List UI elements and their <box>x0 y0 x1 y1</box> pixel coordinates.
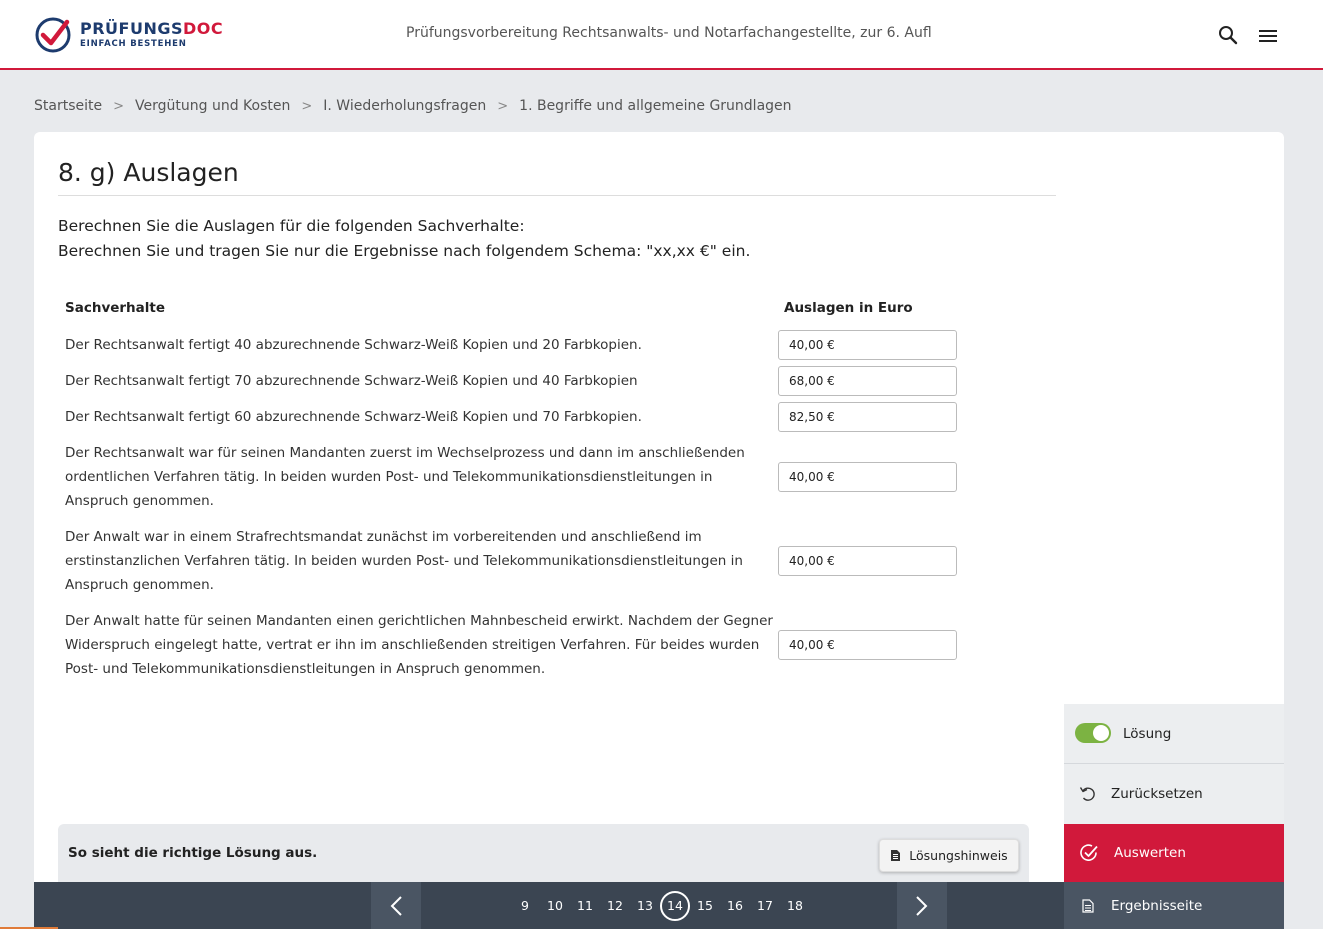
amount-input[interactable] <box>778 630 957 660</box>
chevron-right-icon: > <box>497 98 509 114</box>
reset-label: Zurücksetzen <box>1111 786 1203 802</box>
page-number-list <box>510 882 810 929</box>
page-number[interactable]: 17 <box>757 898 773 913</box>
results-page-label: Ergebnisseite <box>1111 897 1203 914</box>
amount-input[interactable] <box>778 546 957 576</box>
solution-hint-button[interactable] <box>879 839 1019 872</box>
evaluate-button[interactable] <box>1064 824 1284 882</box>
amount-input[interactable] <box>778 330 957 360</box>
amount-input[interactable] <box>778 402 957 432</box>
page-number[interactable]: 11 <box>577 898 593 913</box>
logo-wordmark: PRÜFUNGSDOC <box>80 19 224 39</box>
app-header <box>0 0 1323 70</box>
page-number[interactable]: 13 <box>637 898 653 913</box>
fact-text: Der Rechtsanwalt fertigt 60 abzurechnende Schwarz-Weiß Kopien und 70 Farbkopien. <box>65 409 642 425</box>
amount-input[interactable] <box>778 366 957 396</box>
solution-toggle[interactable] <box>1075 723 1111 743</box>
column-header-amount: Auslagen in Euro <box>784 300 913 316</box>
solution-text: So sieht die richtige Lösung aus. <box>68 845 318 861</box>
chevron-right-icon <box>915 895 929 917</box>
fact-text: Der Rechtsanwalt fertigt 70 abzurechnende Schwarz-Weiß Kopien und 40 Farbkopien <box>65 373 638 389</box>
fact-text: Der Rechtsanwalt war für seinen Mandanten zuerst im Wechselprozess und dann im anschließenden ordentlichen Verfahren tätig. In beiden wurden Post- und Telekommunikationsdienstleitungen in Anspruch genommen. <box>65 445 745 509</box>
amount-input[interactable] <box>778 462 957 492</box>
solution-toggle-row[interactable] <box>1064 704 1284 764</box>
logo-tagline: EINFACH BESTEHEN <box>80 39 187 50</box>
page-number-current[interactable]: 14 <box>660 891 690 921</box>
page-number[interactable]: 18 <box>787 898 803 913</box>
next-button[interactable] <box>897 882 947 929</box>
undo-icon <box>1079 785 1097 803</box>
logo-check-icon <box>34 16 72 54</box>
page-number[interactable]: 16 <box>727 898 743 913</box>
question-pager <box>34 882 1064 929</box>
page-title: Prüfungsvorbereitung Rechtsanwalts- und Notarfachangestellte, zur 6. Aufl <box>406 25 932 41</box>
solution-toggle-label: Lösung <box>1123 725 1172 742</box>
page-number[interactable]: 9 <box>521 898 529 913</box>
document-icon <box>890 849 901 862</box>
page-number[interactable]: 12 <box>607 898 623 913</box>
task-title: 8. g) Auslagen <box>58 158 239 187</box>
title-divider <box>58 195 1056 196</box>
task-instruction: Berechnen Sie die Auslagen für die folgenden Sachverhalte: Berechnen Sie und tragen Sie nur die Ergebnisse nach folgendem Schema: "xx,xx €" ein. <box>58 217 751 260</box>
logo[interactable] <box>34 16 223 54</box>
solution-hint-label: Lösungshinweis <box>909 848 1008 863</box>
breadcrumb-item-topic[interactable]: 1. Begriffe und allgemeine Grundlagen <box>519 98 792 114</box>
search-icon[interactable] <box>1217 24 1239 46</box>
breadcrumb-item-chapter[interactable]: Vergütung und Kosten <box>135 98 291 114</box>
fact-text: Der Anwalt war in einem Strafrechtsmandat zunächst im vorbereitenden und anschließend im erstinstanzlichen Verfahren tätig. In beiden wurden Post- und Telekommunikationsdienstleitungen in Anspruch genommen. <box>65 529 743 593</box>
chevron-right-icon: > <box>113 98 125 114</box>
document-icon <box>1082 899 1094 913</box>
evaluate-label: Auswerten <box>1114 845 1186 861</box>
breadcrumb-item-section[interactable]: I. Wiederholungsfragen <box>323 98 487 114</box>
chevron-right-icon: > <box>301 98 313 114</box>
breadcrumb <box>34 98 792 114</box>
reset-button[interactable] <box>1064 764 1284 824</box>
menu-icon[interactable] <box>1258 27 1278 45</box>
page-number[interactable]: 15 <box>697 898 713 913</box>
fact-text: Der Rechtsanwalt fertigt 40 abzurechnende Schwarz-Weiß Kopien und 20 Farbkopien. <box>65 337 642 353</box>
breadcrumb-item-home[interactable]: Startseite <box>34 98 103 114</box>
results-page-button[interactable] <box>1064 882 1284 929</box>
solution-bar <box>58 824 1029 884</box>
page-number[interactable]: 10 <box>547 898 563 913</box>
previous-button[interactable] <box>371 882 421 929</box>
fact-text: Der Anwalt hatte für seinen Mandanten einen gerichtlichen Mahnbescheid erwirkt. Nachdem der Gegner Widerspruch eingelegt hatte, vertrat er ihn im anschließenden streitigen Verfahren. Für beides wurden Post- und Telekommunikationsdienstleitungen in Anspruch genommen. <box>65 613 773 677</box>
check-circle-icon <box>1079 843 1099 863</box>
column-header-facts: Sachverhalte <box>65 300 166 316</box>
chevron-left-icon <box>389 895 403 917</box>
